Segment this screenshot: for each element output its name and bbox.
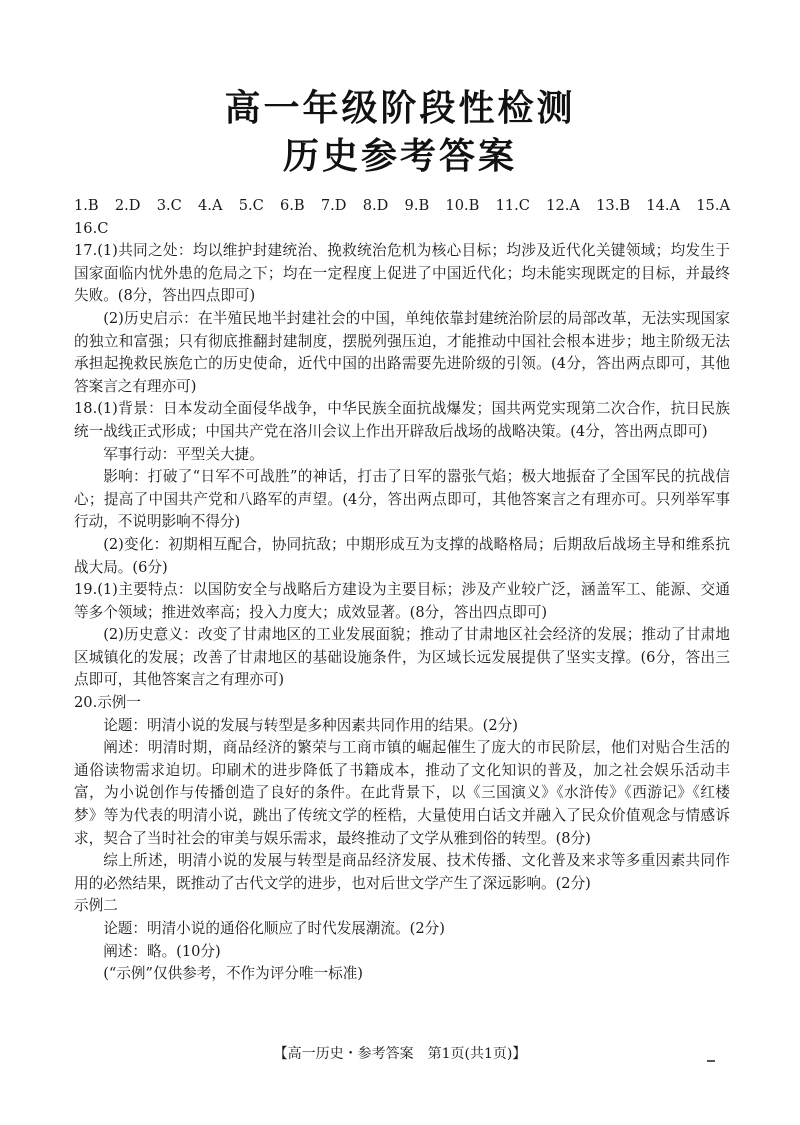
answer-20-example-2-heading: 示例二 <box>74 897 118 915</box>
page-title: 高一年级阶段性检测 <box>224 88 576 129</box>
page-footer: 【高一历史・参考答案 第1页(共1页)】 <box>273 1046 527 1062</box>
answer-20-example-2-thesis: 论题：明清小说的通俗化顺应了时代发展潮流。(2分) <box>103 920 445 937</box>
answer-18-part-2: (2)变化：初期相互配合，协同抗敌；中期形成互为支撑的战略格局；后期敌后战场主导和维系抗战大局。(6分) <box>74 535 730 576</box>
answer-20-example-1-thesis: 论题：明清小说的发展与转型是多种因素共同作用的结果。(2分) <box>103 716 518 734</box>
answer-19-part-2: (2)历史意义：改变了甘肃地区的工业发展面貌；推动了甘肃地区社会经济的发展；推动了甘肃地区城镇化的发展；改善了甘肃地区的基础设施条件，为区域长远发展提供了坚实支撑。(6分，答出三点即可，其他答案言之有理亦可) <box>74 626 730 689</box>
answer-20-example-2-elaboration: 阐述：略。(10分) <box>103 942 221 960</box>
answer-18-part-1-background: 18.(1)背景：日本发动全面侵华战争，中华民族全面抗战爆发；国共两党实现第二次合作，抗日民族统一战线正式形成；中国共产党在洛川会议上作出开辟敌后战场的战略决策。(4分，答出两点即可) <box>74 400 730 440</box>
answer-18-impact: 影响：打破了“日军不可战胜”的神话，打击了日军的嚣张气焰；极大地振奋了全国军民的抗战信心；提高了中国共产党和八路军的声望。(4分，答出两点即可，其他答案言之有理亦可。只列举军事行动，不说明影响不得分) <box>74 468 730 531</box>
answer-20-example-1-heading: 20.示例一 <box>74 694 141 712</box>
scan-mark <box>707 1060 715 1062</box>
page-subtitle: 历史参考答案 <box>282 136 517 177</box>
answer-17-part-2: (2)历史启示：在半殖民地半封建社会的中国，单纯依靠封建统治阶层的局部改革，无法实现国家的独立和富强；只有彻底推翻封建制度，摆脱列强压迫，才能推动中国社会根本进步；地主阶级无法承担起挽救民族危亡的历史使命，近代中国的出路需要先进阶级的引领。(4分，答出两点即可，其他答案言之有理亦可) <box>74 309 730 395</box>
answer-20-example-1-conclusion: 综上所述，明清小说的发展与转型是商品经济发展、技术传播、文化普及来求等多重因素共同作用的必然结果，既推动了古代文学的进步，也对后世文学产生了深远影响。(2分) <box>74 852 730 892</box>
answer-17-part-1: 17.(1)共同之处：均以维护封建统治、挽救统治危机为核心目标；均涉及近代化关键领域；均发生于国家面临内忧外患的危局之下；均在一定程度上促进了中国近代化；均未能实现既定的目标，并最终失败。(8分，答出四点即可) <box>74 242 730 305</box>
answer-choice-answers: 1.B 2.D 3.C 4.A 5.C 6.B 7.D 8.D 9.B 10.B 11.C 12.A 13.B 14.A 15.A 16.C <box>74 197 745 237</box>
answer-20-note: (“示例”仅供参考，不作为评分唯一标准) <box>103 965 363 983</box>
answer-19-part-1: 19.(1)主要特点：以国防安全与战略后方建设为主要目标；涉及产业较广泛，涵盖军工、能源、交通等多个领域；推进效率高；投入力度大；成效显著。(8分，答出四点即可) <box>74 581 730 621</box>
answer-content <box>74 195 745 986</box>
answer-20-example-1-elaboration: 阐述：明清时期，商品经济的繁荣与工商市镇的崛起催生了庞大的市民阶层，他们对贴合生活的通俗读物需求迫切。印刷术的进步降低了书籍成本，推动了文化知识的普及，加之社会娱乐活动丰富，为小说创作与传播创造了良好的条件。在此背景下，以《三国演义》《水浒传》《西游记》《红楼梦》等为代表的明清小说，跳出了传统文学的桎梏，大量使用白话文并融入了民众价值观念与情感诉求，契合了当时社会的审美与娱乐需求，最终推动了文学从雅到俗的转型。(8分) <box>74 739 730 847</box>
answer-18-military-action: 军事行动：平型关大捷。 <box>103 445 264 463</box>
